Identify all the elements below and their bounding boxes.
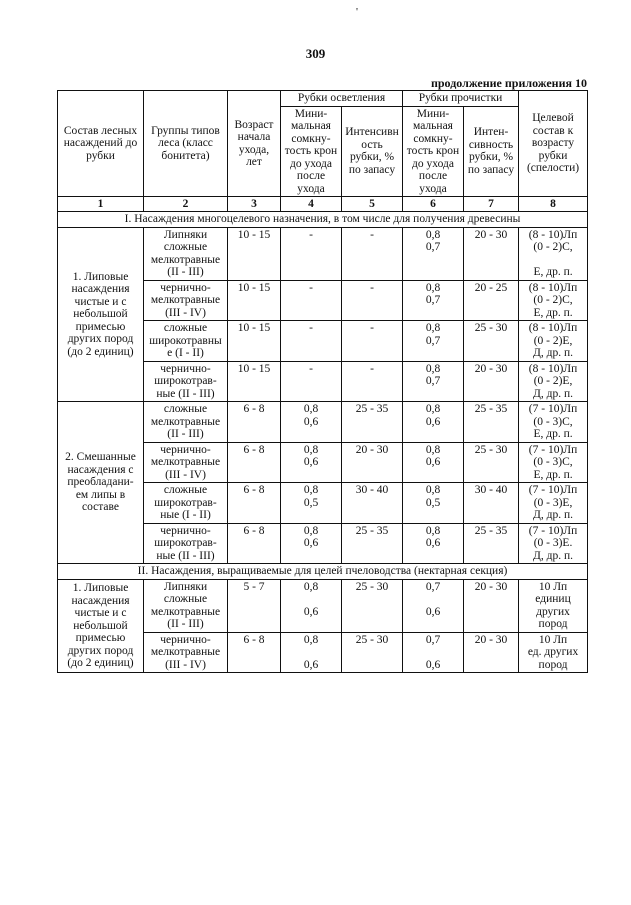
header-group-lightening: Рубки осветления <box>281 91 403 107</box>
clean-intensity-cell: 25 - 35 <box>464 523 519 564</box>
clean-intensity-cell: 30 - 40 <box>464 483 519 524</box>
target-composition-cell: 10 Лп ед. других пород <box>519 632 588 673</box>
forest-type-cell: сложные мелкотравные (II - III) <box>144 402 228 443</box>
group-composition-2: 2. Смешанные насаждения с преобладани- ем липы в составе <box>58 402 144 564</box>
header-group-cleaning: Рубки прочистки <box>403 91 519 107</box>
header-composition: Состав лесных насаждений до рубки <box>58 91 144 197</box>
clean-density-cell: 0,8 0,7 <box>403 280 464 321</box>
continuation-note: продолжение приложения 10 <box>430 76 587 90</box>
light-intensity-cell: 25 - 35 <box>342 402 403 443</box>
forest-type-cell: чернично- мелкотравные (III - IV) <box>144 280 228 321</box>
table-row <box>58 579 588 632</box>
clean-density-cell: 0,8 0,6 <box>403 442 464 483</box>
target-composition-cell: (7 - 10)Лп (0 - 3)С, Е, др. п. <box>519 402 588 443</box>
clean-intensity-cell: 20 - 30 <box>464 579 519 632</box>
column-number: 2 <box>144 197 228 212</box>
group-composition-3: 1. Липовые насаждения чистые и с небольшой примесью других пород (до 2 единиц) <box>58 579 144 673</box>
start-age-cell: 10 - 15 <box>228 227 281 280</box>
section-title: II. Насаждения, выращиваемые для целей пчеловодства (нектарная секция) <box>58 564 588 580</box>
target-composition-cell: (7 - 10)Лп (0 - 3)Е. Д, др. п. <box>519 523 588 564</box>
section-row <box>58 212 588 228</box>
section-row <box>58 564 588 580</box>
header-min-density-clean: Мини- мальная сомкну- тость крон до ухода после ухода <box>403 106 464 197</box>
light-intensity-cell: 25 - 30 <box>342 632 403 673</box>
page-number: 309 <box>305 46 326 61</box>
clean-density-cell: 0,8 0,7 <box>403 361 464 402</box>
table-row <box>58 227 588 280</box>
page-mark: ' <box>356 6 358 18</box>
light-density-cell: - <box>281 321 342 362</box>
clean-density-cell: 0,8 0,6 <box>403 523 464 564</box>
forest-type-cell: Липняки сложные мелкотравные (II - III) <box>144 579 228 632</box>
table-row <box>58 402 588 443</box>
light-density-cell: 0,8 0,6 <box>281 632 342 673</box>
clean-intensity-cell: 25 - 30 <box>464 442 519 483</box>
clean-intensity-cell: 25 - 35 <box>464 402 519 443</box>
light-intensity-cell: - <box>342 321 403 362</box>
target-composition-cell: (8 - 10)Лп (0 - 2)С, Е, др. п. <box>519 227 588 280</box>
header-start-age: Возраст начала ухода, лет <box>228 91 281 197</box>
light-intensity-cell: - <box>342 280 403 321</box>
start-age-cell: 6 - 8 <box>228 442 281 483</box>
column-number: 3 <box>228 197 281 212</box>
column-number: 4 <box>281 197 342 212</box>
light-density-cell: - <box>281 227 342 280</box>
header-min-density-light: Мини- мальная сомкну- тость крон до ухода после ухода <box>281 106 342 197</box>
light-density-cell: - <box>281 280 342 321</box>
forest-type-cell: чернично- мелкотравные (III - IV) <box>144 632 228 673</box>
column-number: 1 <box>58 197 144 212</box>
light-density-cell: 0,8 0,6 <box>281 523 342 564</box>
light-intensity-cell: - <box>342 361 403 402</box>
clean-density-cell: 0,8 0,5 <box>403 483 464 524</box>
clean-intensity-cell: 20 - 25 <box>464 280 519 321</box>
column-number-row <box>58 197 588 212</box>
clean-density-cell: 0,8 0,6 <box>403 402 464 443</box>
group-composition-1: 1. Липовые насаждения чистые и с небольшой примесью других пород (до 2 единиц) <box>58 227 144 402</box>
column-number: 7 <box>464 197 519 212</box>
section-title: I. Насаждения многоцелевого назначения, в том числе для получения древесины <box>58 212 588 228</box>
light-density-cell: 0,8 0,5 <box>281 483 342 524</box>
light-intensity-cell: 25 - 30 <box>342 579 403 632</box>
target-composition-cell: 10 Лп единиц других пород <box>519 579 588 632</box>
header-intensity-light: Интенсивн ость рубки, % по запасу <box>342 106 403 197</box>
start-age-cell: 10 - 15 <box>228 321 281 362</box>
target-composition-cell: (8 - 10)Лп (0 - 2)С, Е, др. п. <box>519 280 588 321</box>
light-density-cell: - <box>281 361 342 402</box>
forestry-table <box>57 90 588 673</box>
light-density-cell: 0,8 0,6 <box>281 402 342 443</box>
light-intensity-cell: 25 - 35 <box>342 523 403 564</box>
target-composition-cell: (7 - 10)Лп (0 - 3)С, Е, др. п. <box>519 442 588 483</box>
clean-density-cell: 0,7 0,6 <box>403 632 464 673</box>
clean-intensity-cell: 20 - 30 <box>464 227 519 280</box>
light-density-cell: 0,8 0,6 <box>281 579 342 632</box>
target-composition-cell: (8 - 10)Лп (0 - 2)Е, Д, др. п. <box>519 361 588 402</box>
start-age-cell: 5 - 7 <box>228 579 281 632</box>
header-target-composition: Целевой состав к возрасту рубки (спелости) <box>519 91 588 197</box>
clean-intensity-cell: 20 - 30 <box>464 361 519 402</box>
light-intensity-cell: 20 - 30 <box>342 442 403 483</box>
header-intensity-clean: Интен- сивность рубки, % по запасу <box>464 106 519 197</box>
target-composition-cell: (8 - 10)Лп (0 - 2)Е, Д, др. п. <box>519 321 588 362</box>
start-age-cell: 6 - 8 <box>228 632 281 673</box>
forest-type-cell: сложные широкотрав- ные (I - II) <box>144 483 228 524</box>
forest-type-cell: Липняки сложные мелкотравные (II - III) <box>144 227 228 280</box>
column-number: 5 <box>342 197 403 212</box>
clean-density-cell: 0,7 0,6 <box>403 579 464 632</box>
start-age-cell: 6 - 8 <box>228 523 281 564</box>
forest-type-cell: чернично- широкотрав- ные (II - III) <box>144 361 228 402</box>
start-age-cell: 10 - 15 <box>228 280 281 321</box>
start-age-cell: 6 - 8 <box>228 483 281 524</box>
light-intensity-cell: - <box>342 227 403 280</box>
clean-intensity-cell: 25 - 30 <box>464 321 519 362</box>
clean-density-cell: 0,8 0,7 <box>403 227 464 280</box>
start-age-cell: 6 - 8 <box>228 402 281 443</box>
start-age-cell: 10 - 15 <box>228 361 281 402</box>
column-number: 8 <box>519 197 588 212</box>
forest-type-cell: чернично- широкотрав- ные (II - III) <box>144 523 228 564</box>
light-intensity-cell: 30 - 40 <box>342 483 403 524</box>
clean-intensity-cell: 20 - 30 <box>464 632 519 673</box>
light-density-cell: 0,8 0,6 <box>281 442 342 483</box>
header-forest-type: Группы типов леса (класс бонитета) <box>144 91 228 197</box>
forest-type-cell: сложные широкотравны е (I - II) <box>144 321 228 362</box>
forest-type-cell: чернично- мелкотравные (III - IV) <box>144 442 228 483</box>
clean-density-cell: 0,8 0,7 <box>403 321 464 362</box>
column-number: 6 <box>403 197 464 212</box>
target-composition-cell: (7 - 10)Лп (0 - 3)Е, Д, др. п. <box>519 483 588 524</box>
